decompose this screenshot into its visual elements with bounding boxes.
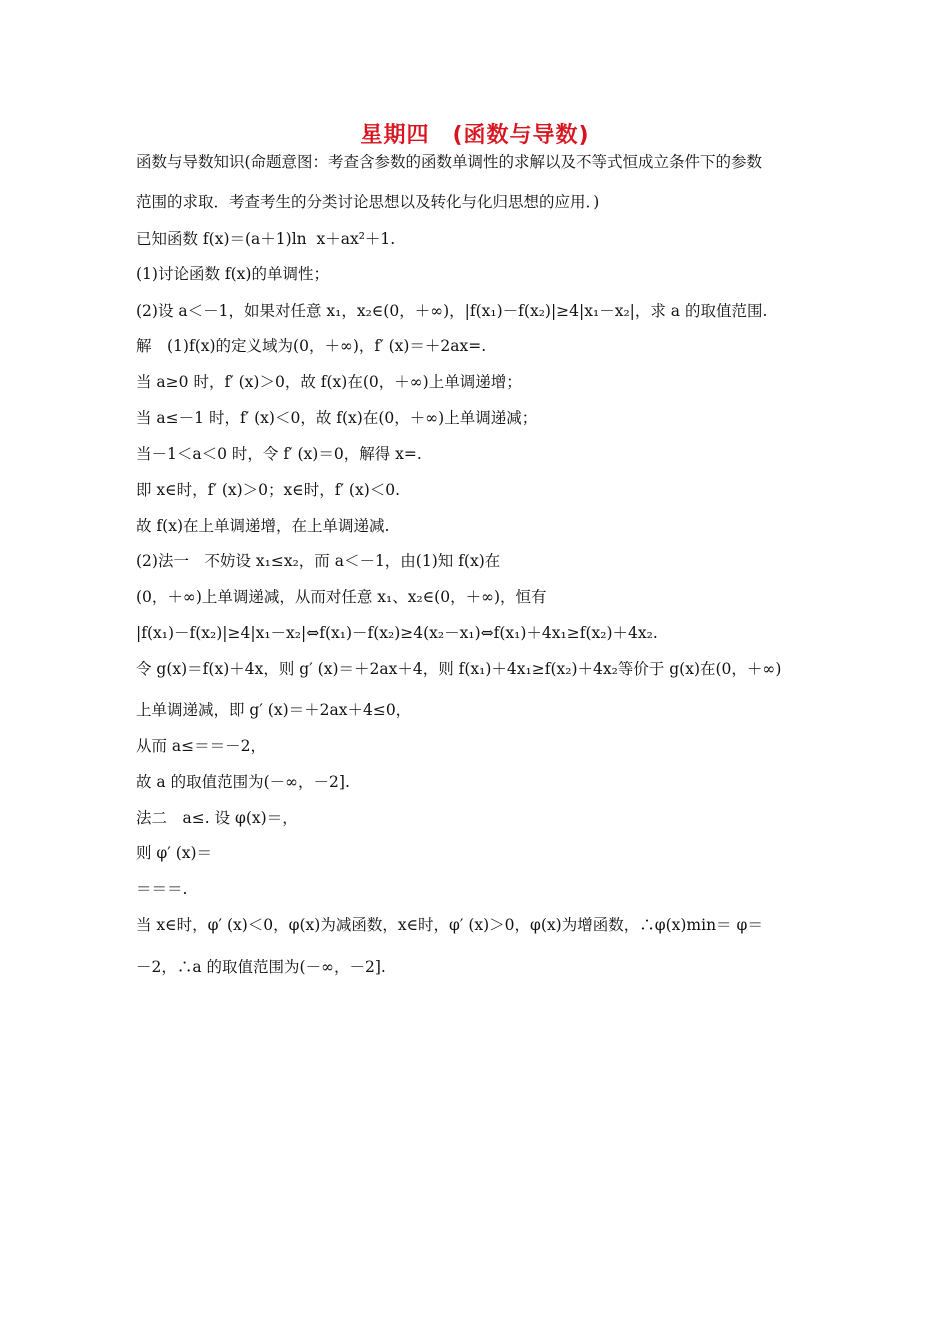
solution-line: 当 a≥0 时，f′ (x)＞0，故 f(x)在(0，＋∞)上单调递增；: [136, 373, 522, 391]
question-2: (2)设 a＜－1，如果对任意 x₁，x₂∈(0，＋∞)，|f(x₁)－f(x₂)|≥4|x₁－x₂|，求 a 的取值范围.: [136, 302, 768, 320]
solution-line: 解 (1)f(x)的定义域为(0，＋∞)，f′ (x)＝＋2ax=.: [136, 337, 487, 355]
solution-line: ＝＝＝.: [136, 880, 188, 898]
solution-line: 令 g(x)＝f(x)＋4x，则 g′ (x)＝＋2ax＋4，则 f(x₁)＋4x₁≥f(x₂)＋4x₂等价于 g(x)在(0，＋∞): [136, 660, 782, 678]
page-title: 星期四 (函数与导数): [360, 123, 590, 148]
solution-line: 即 x∈时，f′ (x)＞0；x∈时，f′ (x)＜0.: [136, 481, 401, 499]
solution-line: 从而 a≤＝＝－2，: [136, 737, 267, 755]
question-1: (1)讨论函数 f(x)的单调性；: [136, 265, 329, 283]
solution-line: 法二 a≤. 设 φ(x)＝，: [136, 809, 298, 827]
solution-line: |f(x₁)－f(x₂)|≥4|x₁－x₂|⇔f(x₁)－f(x₂)≥4(x₂－x₁)⇔f(x₁)＋4x₁≥f(x₂)＋4x₂.: [136, 624, 658, 642]
solution-line: (2)法一 不妨设 x₁≤x₂，而 a＜－1，由(1)知 f(x)在: [136, 552, 501, 570]
solution-line: 故 f(x)在上单调递增，在上单调递减.: [136, 517, 390, 535]
solution-line: 上单调递减，即 g′ (x)＝＋2ax＋4≤0，: [136, 701, 412, 719]
intro-line-1: 函数与导数知识(命题意图：考查含参数的函数单调性的求解以及不等式恒成立条件下的参数: [136, 153, 763, 171]
solution-line: －2，∴a 的取值范围为(－∞，－2].: [136, 958, 386, 976]
solution-line: 当 x∈时，φ′ (x)＜0，φ(x)为减函数，x∈时，φ′ (x)＞0，φ(x)为增函数，∴φ(x)min＝ φ＝: [136, 916, 763, 934]
intro-line-2: 范围的求取．考查考生的分类讨论思想以及转化与化归思想的应用．): [136, 193, 600, 211]
solution-line: (0，＋∞)上单调递减，从而对任意 x₁、x₂∈(0，＋∞)，恒有: [136, 588, 547, 606]
solution-line: 故 a 的取值范围为(－∞，－2].: [136, 773, 350, 791]
problem-statement: 已知函数 f(x)＝(a＋1)ln x＋ax²＋1.: [136, 230, 396, 248]
solution-line: 当 a≤－1 时，f′ (x)＜0，故 f(x)在(0，＋∞)上单调递减；: [136, 409, 538, 427]
solution-line: 则 φ′ (x)＝: [136, 844, 213, 862]
solution-line: 当－1＜a＜0 时，令 f′ (x)＝0，解得 x=.: [136, 445, 422, 463]
